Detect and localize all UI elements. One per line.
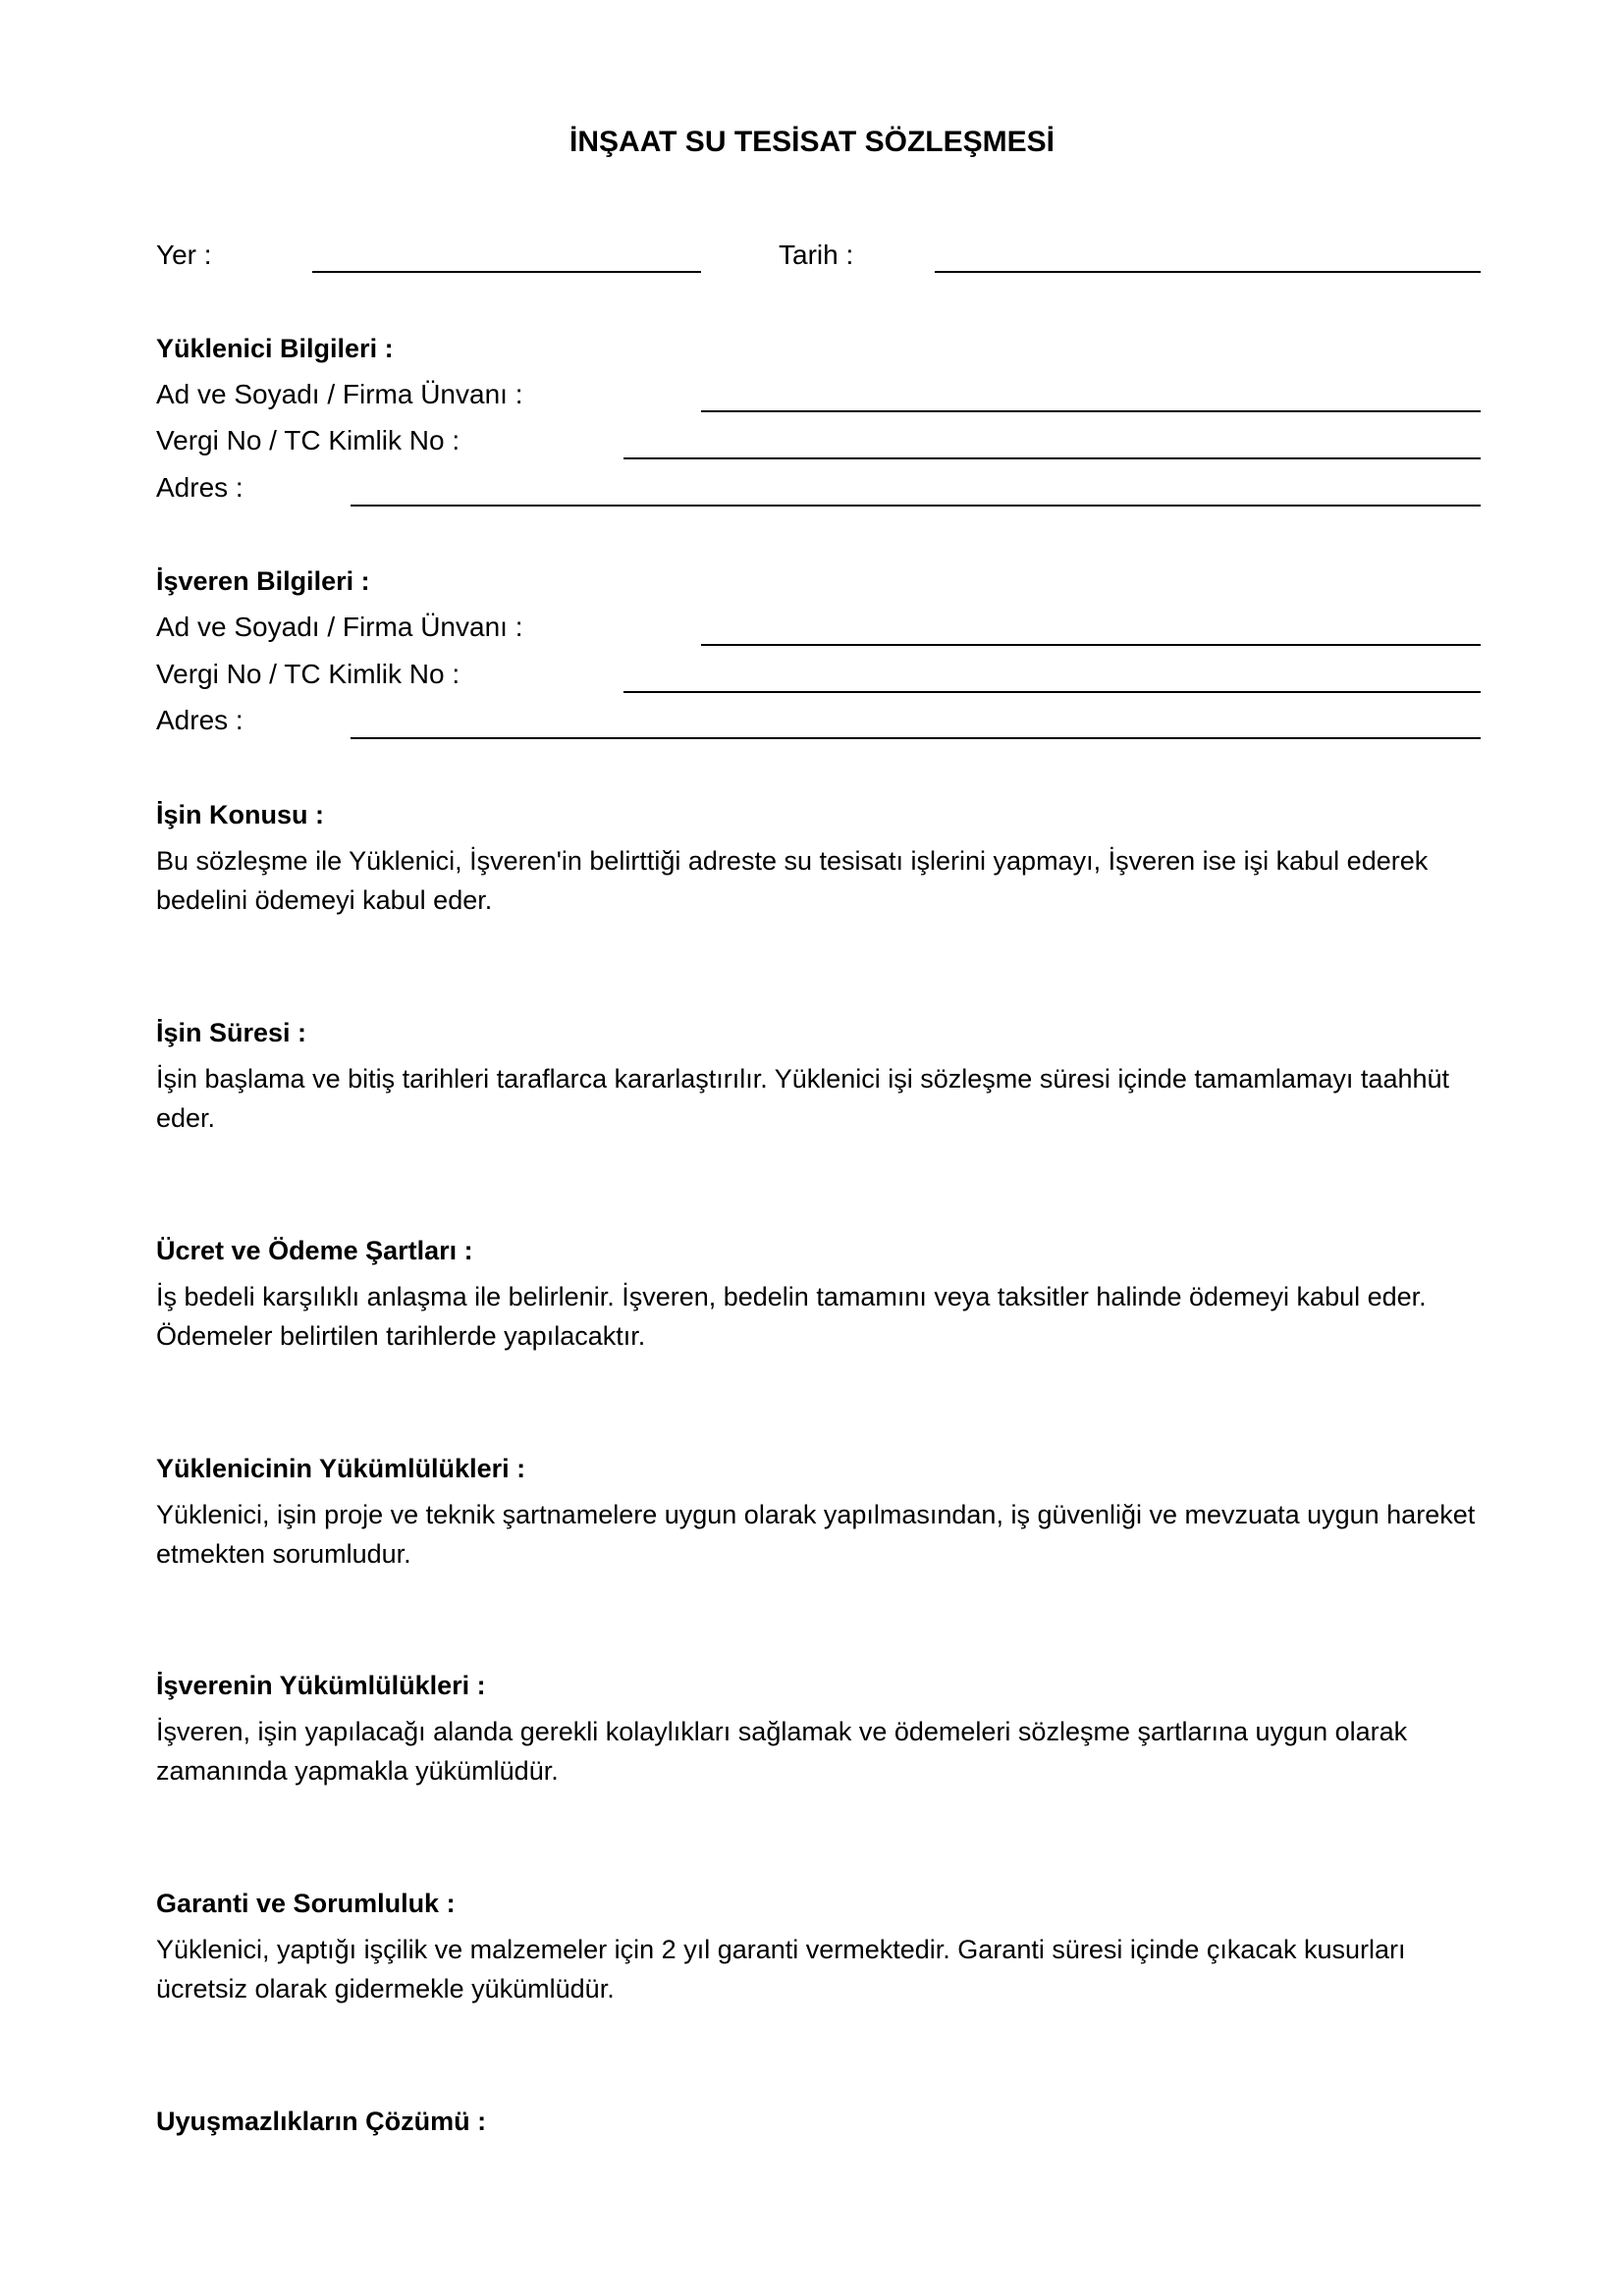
employer-address-label: Adres : bbox=[156, 705, 244, 735]
contractor-address-field[interactable] bbox=[351, 505, 1481, 507]
employer-name-label: Ad ve Soyadı / Firma Ünvanı : bbox=[156, 612, 523, 642]
contractor-tax-field[interactable] bbox=[623, 457, 1481, 459]
section-text-warranty: Yüklenici, yaptığı işçilik ve malzemeler için 2 yıl garanti vermektedir. Garanti süresi içinde çıkacak kusurları ücretsiz olarak gidermekle yükümlüdür. bbox=[156, 1935, 1406, 2003]
section-heading-subject: İşin Konusu : bbox=[156, 800, 324, 829]
contractor-tax-label: Vergi No / TC Kimlik No : bbox=[156, 425, 460, 455]
section-heading-duration: İşin Süresi : bbox=[156, 1018, 307, 1047]
place-field[interactable] bbox=[312, 271, 701, 273]
date-label: Tarih : bbox=[779, 240, 854, 270]
contractor-name-field[interactable] bbox=[701, 410, 1481, 412]
employer-tax-field[interactable] bbox=[623, 691, 1481, 693]
section-text-subject: Bu sözleşme ile Yüklenici, İşveren'in belirttiği adreste su tesisatı işlerini yapmayı, İşveren ise işi kabul ederek bedelini ödemeyi kabul eder. bbox=[156, 846, 1429, 915]
section-heading-disputes: Uyuşmazlıkların Çözümü : bbox=[156, 2107, 487, 2136]
employer-address-field[interactable] bbox=[351, 737, 1481, 739]
section-text-contractor-obligations: Yüklenici, işin proje ve teknik şartnamelere uygun olarak yapılmasından, iş güvenliği ve mevzuata uygun hareket etmekten sorumludur. bbox=[156, 1500, 1476, 1569]
section-text-employer-obligations: İşveren, işin yapılacağı alanda gerekli kolaylıkları sağlamak ve ödemeleri sözleşme şartlarına uygun olarak zamanında yapmakla yükümlüdür. bbox=[156, 1717, 1408, 1786]
section-heading-contractor-obligations: Yüklenicinin Yükümlülükleri : bbox=[156, 1454, 526, 1483]
document-title: İNŞAAT SU TESİSAT SÖZLEŞMESİ bbox=[569, 126, 1055, 158]
section-heading-payment: Ücret ve Ödeme Şartları : bbox=[156, 1236, 473, 1265]
contractor-address-label: Adres : bbox=[156, 472, 244, 503]
section-heading-employer-obligations: İşverenin Yükümlülükleri : bbox=[156, 1671, 486, 1700]
section-text-payment: İş bedeli karşılıklı anlaşma ile belirlenir. İşveren, bedelin tamamını veya taksitler halinde ödemeyi kabul eder. Ödemeler belirtilen tarihlerde yapılacaktır. bbox=[156, 1282, 1427, 1351]
date-field[interactable] bbox=[935, 271, 1481, 273]
employer-heading: İşveren Bilgileri : bbox=[156, 566, 370, 596]
employer-name-field[interactable] bbox=[701, 644, 1481, 646]
contractor-heading: Yüklenici Bilgileri : bbox=[156, 334, 394, 363]
section-heading-warranty: Garanti ve Sorumluluk : bbox=[156, 1889, 456, 1918]
employer-tax-label: Vergi No / TC Kimlik No : bbox=[156, 659, 460, 689]
place-label: Yer : bbox=[156, 240, 212, 270]
section-text-duration: İşin başlama ve bitiş tarihleri taraflarca kararlaştırılır. Yüklenici işi sözleşme süresi içinde tamamlamayı taahhüt eder. bbox=[156, 1064, 1450, 1133]
contractor-name-label: Ad ve Soyadı / Firma Ünvanı : bbox=[156, 379, 523, 409]
